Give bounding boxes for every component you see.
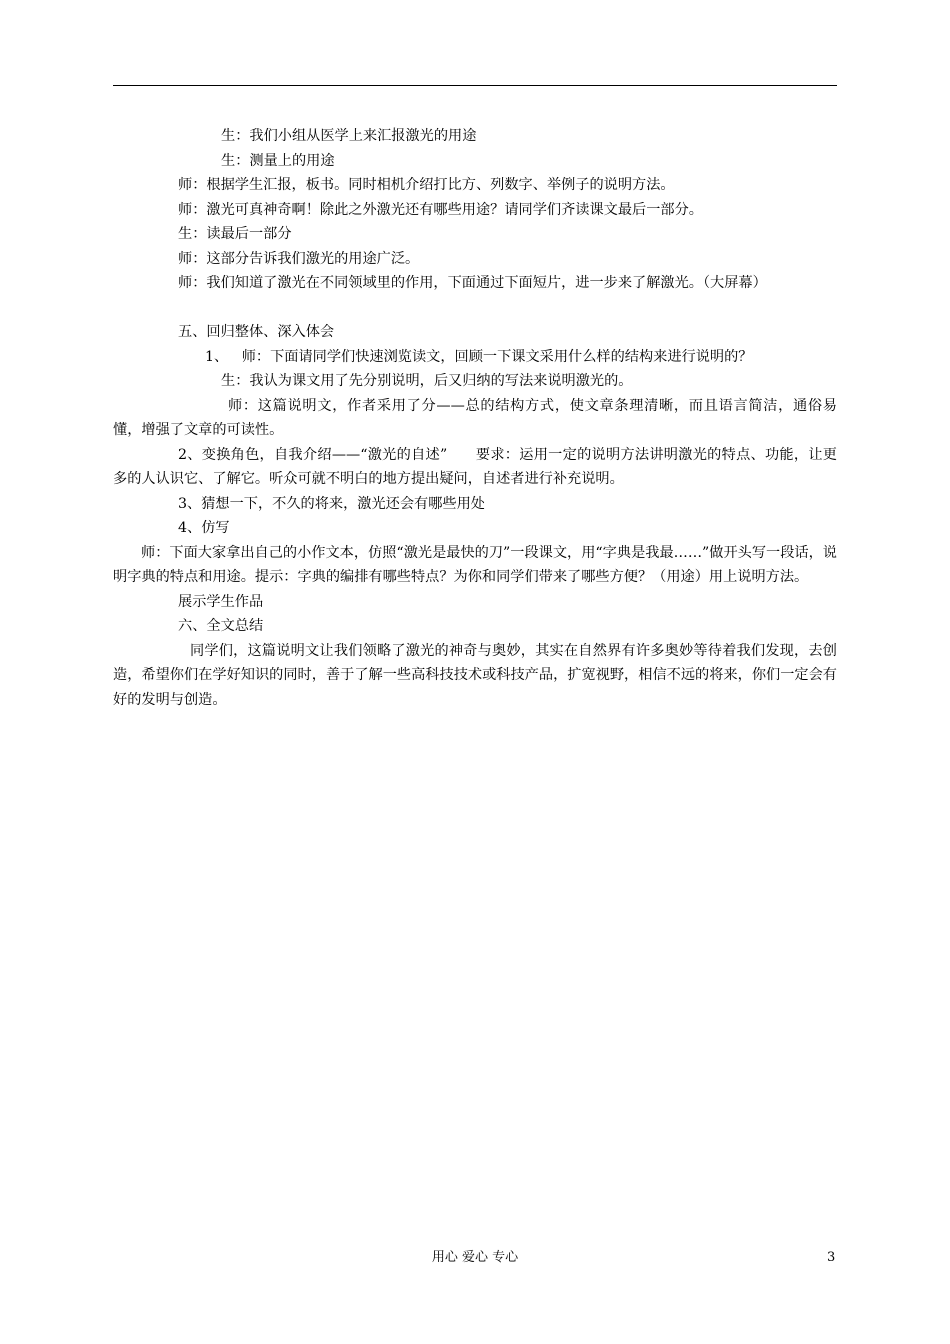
paragraph: 师：下面大家拿出自己的小作文本，仿照“激光是最快的刀”一段课文，用“字典是我最……”做开头写一段话，说明字典的特点和用途。提示：字典的编排有哪些特点？为你和同学们带来了哪些方便？（用途）用上说明方法。 xyxy=(113,544,837,585)
paragraph: 师：根据学生汇报，板书。同时相机介绍打比方、列数字、举例子的说明方法。 xyxy=(178,177,675,193)
blank-line xyxy=(113,296,837,321)
paragraph: 师：这部分告诉我们激光的用途广泛。 xyxy=(178,250,420,267)
paragraph: 展示学生作品 xyxy=(178,593,264,610)
paragraph: 师：这篇说明文，作者采用了分——总的结构方式，使文章条理清晰，而且语言简洁，通俗易懂，增强了文章的可读性。 xyxy=(113,397,837,438)
document-body xyxy=(113,124,837,712)
paragraph: 师：我们知道了激光在不同领域里的作用，下面通过下面短片，进一步来了解激光。（大屏幕） xyxy=(178,275,767,291)
paragraph: 生：我认为课文用了先分别说明，后又归纳的写法来说明激光的。 xyxy=(221,373,633,389)
section-heading: 五、回归整体、深入体会 xyxy=(178,324,335,340)
header-rule xyxy=(113,85,837,86)
paragraph: 师：激光可真神奇啊！除此之外激光还有哪些用途？请同学们齐读课文最后一部分。 xyxy=(178,201,703,218)
paragraph: 生：读最后一部分 xyxy=(178,226,292,242)
paragraph: 3、猜想一下，不久的将来，激光还会有哪些用处 xyxy=(178,495,485,512)
page-number: 3 xyxy=(827,1250,836,1265)
paragraph: 生：测量上的用途 xyxy=(221,152,335,169)
paragraph: 4、仿写 xyxy=(178,520,230,536)
paragraph: 1、 师：下面请同学们快速浏览读文，回顾一下课文采用什么样的结构来进行说明的？ xyxy=(205,348,753,365)
paragraph: 同学们，这篇说明文让我们领略了激光的神奇与奥妙，其实在自然界有许多奥妙等待着我们发现，去创造，希望你们在学好知识的同时，善于了解一些高科技技术或科技产品，扩宽视野，相信不远的将来，你们一定会有好的发明与创造。 xyxy=(113,642,837,708)
paragraph: 2、变换角色，自我介绍——“激光的自述” 要求：运用一定的说明方法讲明激光的特点、功能，让更多的人认识它、了解它。听众可就不明白的地方提出疑问，自述者进行补充说明。 xyxy=(113,446,837,487)
footer-motto: 用心 爱心 专心 xyxy=(431,1250,519,1265)
section-heading: 六、全文总结 xyxy=(178,618,264,634)
paragraph: 生：我们小组从医学上来汇报激光的用途 xyxy=(221,128,477,144)
